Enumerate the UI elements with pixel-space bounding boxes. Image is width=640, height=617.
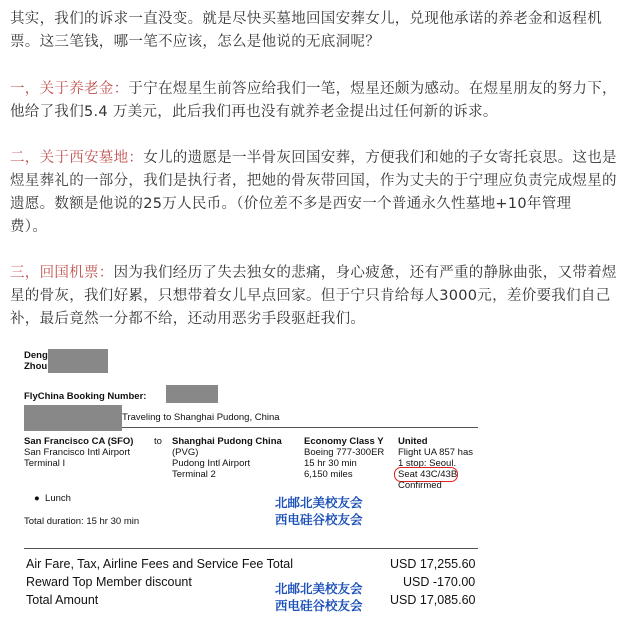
meal-item [34, 493, 71, 505]
paragraph-line: 其实，我们的诉求一直没变。就是尽快买墓地回国安葬女儿，兑现他承诺的养老金和返程机 [10, 11, 602, 27]
total-label: Total Amount [26, 593, 99, 607]
paragraph-line: 补，最后竟然一分都不给，还动用恶劣手段驱赶我们。 [10, 311, 366, 327]
passenger-name-1: Deng [24, 350, 48, 361]
paragraph-line: 女儿的遗愿是一半骨灰回国安葬，方便我们和她的子女寄托哀思。这也是 [143, 150, 617, 166]
flight-distance: 6,150 miles [304, 469, 353, 480]
section-heading: 三，回国机票： [10, 265, 114, 281]
aircraft: Boeing 777-300ER [304, 447, 385, 458]
destination-city: Shanghai Pudong China [172, 436, 282, 447]
booking-number-label: FlyChina Booking Number: [24, 391, 147, 402]
redacted-field [24, 405, 122, 431]
to-label: to [154, 436, 162, 447]
meal-label: Lunch [45, 493, 71, 504]
stop-info: 1 stop: Seoul. [398, 458, 457, 469]
section-heading: 二，关于西安墓地： [10, 150, 144, 166]
paragraph-line: 票。这三笔钱，哪一笔不应该，怎么是他说的无底洞呢？ [10, 34, 380, 50]
discount-label: Reward Top Member discount [26, 575, 192, 589]
paragraph-line: 煜星葬礼的一部分，我们是执行者，把她的骨灰带回国，作为丈夫的于宁理应负责完成煜星的 [10, 173, 617, 189]
watermark-line-1: 北邮北美校友会 [275, 581, 363, 596]
paragraph-airfare [10, 262, 630, 331]
paragraph-line: 他给了我们5.4 万美元，此后我们再也没有就养老金提出过任何新的诉求。 [10, 104, 498, 120]
paragraph-intro [10, 8, 630, 54]
fare-amount: USD 17,255.60 [390, 557, 476, 571]
traveling-to: Traveling to Shanghai Pudong, China [122, 412, 280, 423]
passenger-name-2: Zhou [24, 361, 48, 372]
destination-airport: Pudong Intl Airport [172, 458, 251, 469]
paragraph-cemetery [10, 147, 630, 239]
destination-terminal: Terminal 2 [172, 469, 216, 480]
flight-ticket-image [20, 347, 482, 615]
paragraph-line: 星的骨灰，我们好累，只想带着女儿早点回家。但于宁只肯给每人3000元，差价要我们自己 [10, 288, 611, 304]
destination-code: (PVG) [172, 447, 199, 458]
fare-label: Air Fare, Tax, Airline Fees and Service Fee Total [26, 557, 294, 571]
total-duration: Total duration: 15 hr 30 min [24, 516, 140, 527]
total-amount: USD 17,085.60 [390, 593, 476, 607]
origin-airport: San Francisco Intl Airport [24, 447, 131, 458]
paragraph-line: 遗愿。数额是他说的25万人民币。（价位差不多是西安一个普通永久性墓地+10年管理 [10, 196, 572, 212]
watermark-line-2: 西电硅谷校友会 [275, 512, 363, 527]
cabin-class: Economy Class Y [304, 436, 384, 447]
airline-name: United [398, 436, 428, 447]
divider [24, 548, 478, 549]
origin-terminal: Terminal I [24, 458, 66, 469]
paragraph-line: 于宁在煜星生前答应给我们一笔，煜星还颇为感动。在煜星朋友的努力下， [128, 81, 617, 97]
section-heading: 一，关于养老金： [10, 81, 129, 97]
bullet-icon: ● [34, 493, 46, 504]
watermark-line-1: 北邮北美校友会 [275, 495, 363, 510]
redacted-booking-number [166, 385, 218, 403]
discount-amount: USD -170.00 [403, 575, 476, 589]
flight-duration: 15 hr 30 min [304, 458, 357, 469]
paragraph-pension [10, 78, 630, 124]
seat-info: Seat 43C/43B [398, 469, 458, 480]
origin-city: San Francisco CA (SFO) [24, 436, 134, 447]
paragraph-line: 因为我们经历了失去独女的悲痛，身心疲惫，还有严重的静脉曲张，又带着煜 [113, 265, 617, 281]
flight-number: Flight UA 857 has [398, 447, 473, 458]
redacted-names [48, 349, 108, 373]
confirmation-status: Confirmed [398, 480, 442, 491]
divider [122, 427, 478, 428]
paragraph-line: 费）。 [10, 219, 48, 235]
watermark-line-2: 西电硅谷校友会 [275, 598, 363, 613]
